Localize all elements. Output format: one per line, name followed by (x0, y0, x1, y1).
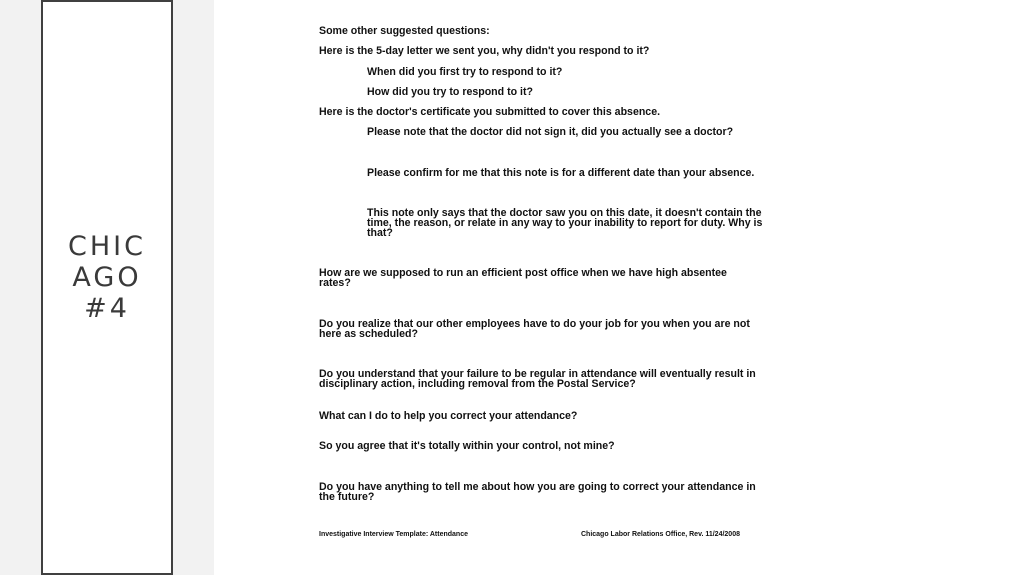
document-footer-left: Investigative Interview Template: Attendance (319, 531, 468, 538)
question-line: So you agree that it's totally within your control, not mine? (319, 440, 615, 452)
question-line: rates? (319, 277, 351, 289)
slide-title: CHICAGO #4 (68, 231, 146, 324)
question-line: Please note that the doctor did not sign it, did you actually see a doctor? (367, 126, 734, 138)
question-line: How did you try to respond to it? (367, 86, 533, 98)
question-line: Here is the 5-day letter we sent you, why didn't you respond to it? (319, 45, 650, 57)
question-line: When did you first try to respond to it? (367, 66, 563, 78)
question-line: Do you have anything to tell me about how you are going to correct your attendance in (319, 481, 756, 493)
question-line: disciplinary action, including removal from the Postal Service? (319, 378, 636, 390)
document-footer-right: Chicago Labor Relations Office, Rev. 11/24/2008 (581, 531, 740, 538)
question-line: Do you understand that your failure to be regular in attendance will eventually result in (319, 368, 756, 380)
document-heading: Some other suggested questions: (319, 25, 490, 37)
slide-title-panel (41, 0, 173, 575)
question-line: How are we supposed to run an efficient post office when we have high absentee (319, 267, 727, 279)
question-line: This note only says that the doctor saw you on this date, it doesn't contain the (367, 207, 762, 219)
question-line: that? (367, 227, 393, 239)
question-line: What can I do to help you correct your attendance? (319, 410, 578, 422)
question-line: Here is the doctor's certificate you submitted to cover this absence. (319, 106, 661, 118)
question-line: here as scheduled? (319, 328, 418, 340)
question-line: the future? (319, 491, 375, 503)
question-line: Please confirm for me that this note is for a different date than your absence. (367, 167, 755, 179)
document-scan (214, 0, 1024, 575)
question-line: Do you realize that our other employees have to do your job for you when you are not (319, 318, 750, 330)
question-line: time, the reason, or relate in any way to your inability to report for duty. Why is (367, 217, 763, 229)
